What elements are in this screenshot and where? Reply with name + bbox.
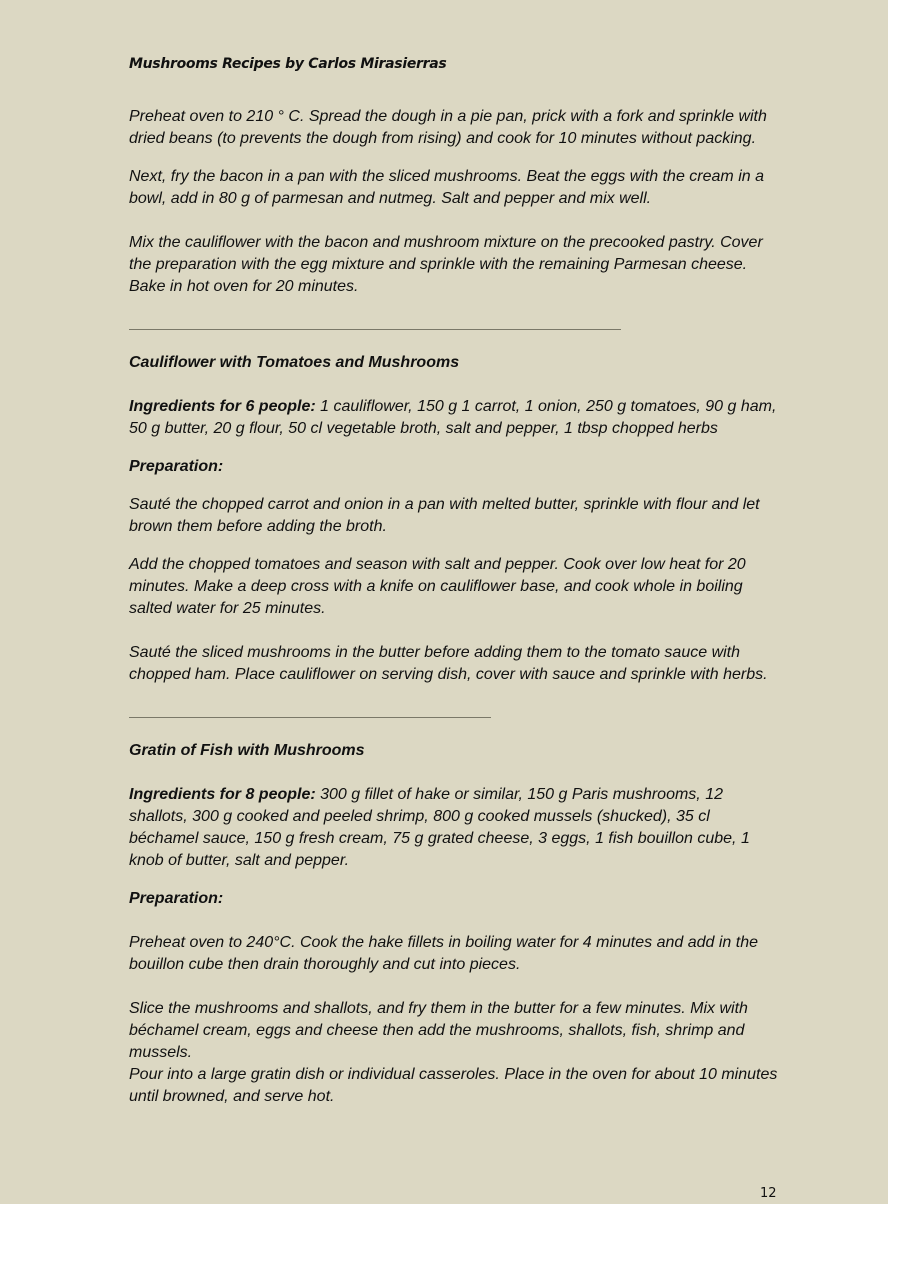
running-header: Mushrooms Recipes by Carlos Mirasierras [129,56,447,72]
intro-paragraph-2: Next, fry the bacon in a pan with the sliced mushrooms. Beat the eggs with the cream in a bowl, add in 80 g of parmesan and nutmeg. Salt and pepper and mix well. [129,168,764,207]
preparation-step: Sauté the sliced mushrooms in the butter before adding them to the tomato sauce with chopped ham. Place cauliflower on serving dish, cover with sauce and sprinkle with herbs. [129,644,768,683]
preparation-label: Preparation: [129,458,224,475]
ingredients-text: 1 cauliflower, 150 g 1 carrot, 1 onion, 250 g tomatoes, 90 g ham, 50 g butter, 20 g flour, 50 cl vegetable broth, salt and pepper, 1 tbsp chopped herbs [129,398,777,437]
intro-paragraph-1: Preheat oven to 210 ° C. Spread the dough in a pie pan, prick with a fork and sprinkle with dried beans (to prevents the dough from rising) and cook for 10 minutes without packing. [129,108,767,147]
preparation-step: Slice the mushrooms and shallots, and fry them in the butter for a few minutes. Mix with béchamel cream, eggs and cheese then add the mushrooms, shallots, fish, shrimp and mussels. [129,1000,748,1061]
intro-paragraph-3: Mix the cauliflower with the bacon and mushroom mixture on the precooked pastry. Cover the preparation with the egg mixture and sprinkle with the remaining Parmesan cheese. Bake in hot oven for 20 minutes. [129,234,763,295]
preparation-step: Pour into a large gratin dish or individual casseroles. Place in the oven for about 10 minutes until browned, and serve hot. [129,1066,778,1105]
ingredients-paragraph [129,396,779,440]
preparation-label: Preparation: [129,890,224,907]
ingredients-label: Ingredients for 8 people: [129,786,316,803]
preparation-step: Sauté the chopped carrot and onion in a pan with melted butter, sprinkle with flour and let brown them before adding the broth. [129,496,760,535]
preparation-step: Add the chopped tomatoes and season with salt and pepper. Cook over low heat for 20 minutes. Make a deep cross with a knife on cauliflower base, and cook whole in boiling salted water for 25 minutes. [129,556,746,617]
recipe-title: Gratin of Fish with Mushrooms [129,742,365,759]
ingredients-paragraph [129,784,779,872]
section-divider [129,717,491,718]
section-divider [129,329,621,330]
recipe-title: Cauliflower with Tomatoes and Mushrooms [129,354,460,371]
ingredients-text: 300 g fillet of hake or similar, 150 g Paris mushrooms, 12 shallots, 300 g cooked and peeled shrimp, 800 g cooked mussels (shucked), 35 cl béchamel sauce, 150 g fresh cream, 75 g grated cheese, 3 eggs, 1 fish bouillon cube, 1 knob of butter, salt and pepper. [129,786,750,869]
ingredients-label: Ingredients for 6 people: [129,398,316,415]
preparation-step: Preheat oven to 240°C. Cook the hake fillets in boiling water for 4 minutes and add in the bouillon cube then drain thoroughly and cut into pieces. [129,934,758,973]
page-content [129,54,779,1108]
page-number: 12 [760,1186,777,1201]
